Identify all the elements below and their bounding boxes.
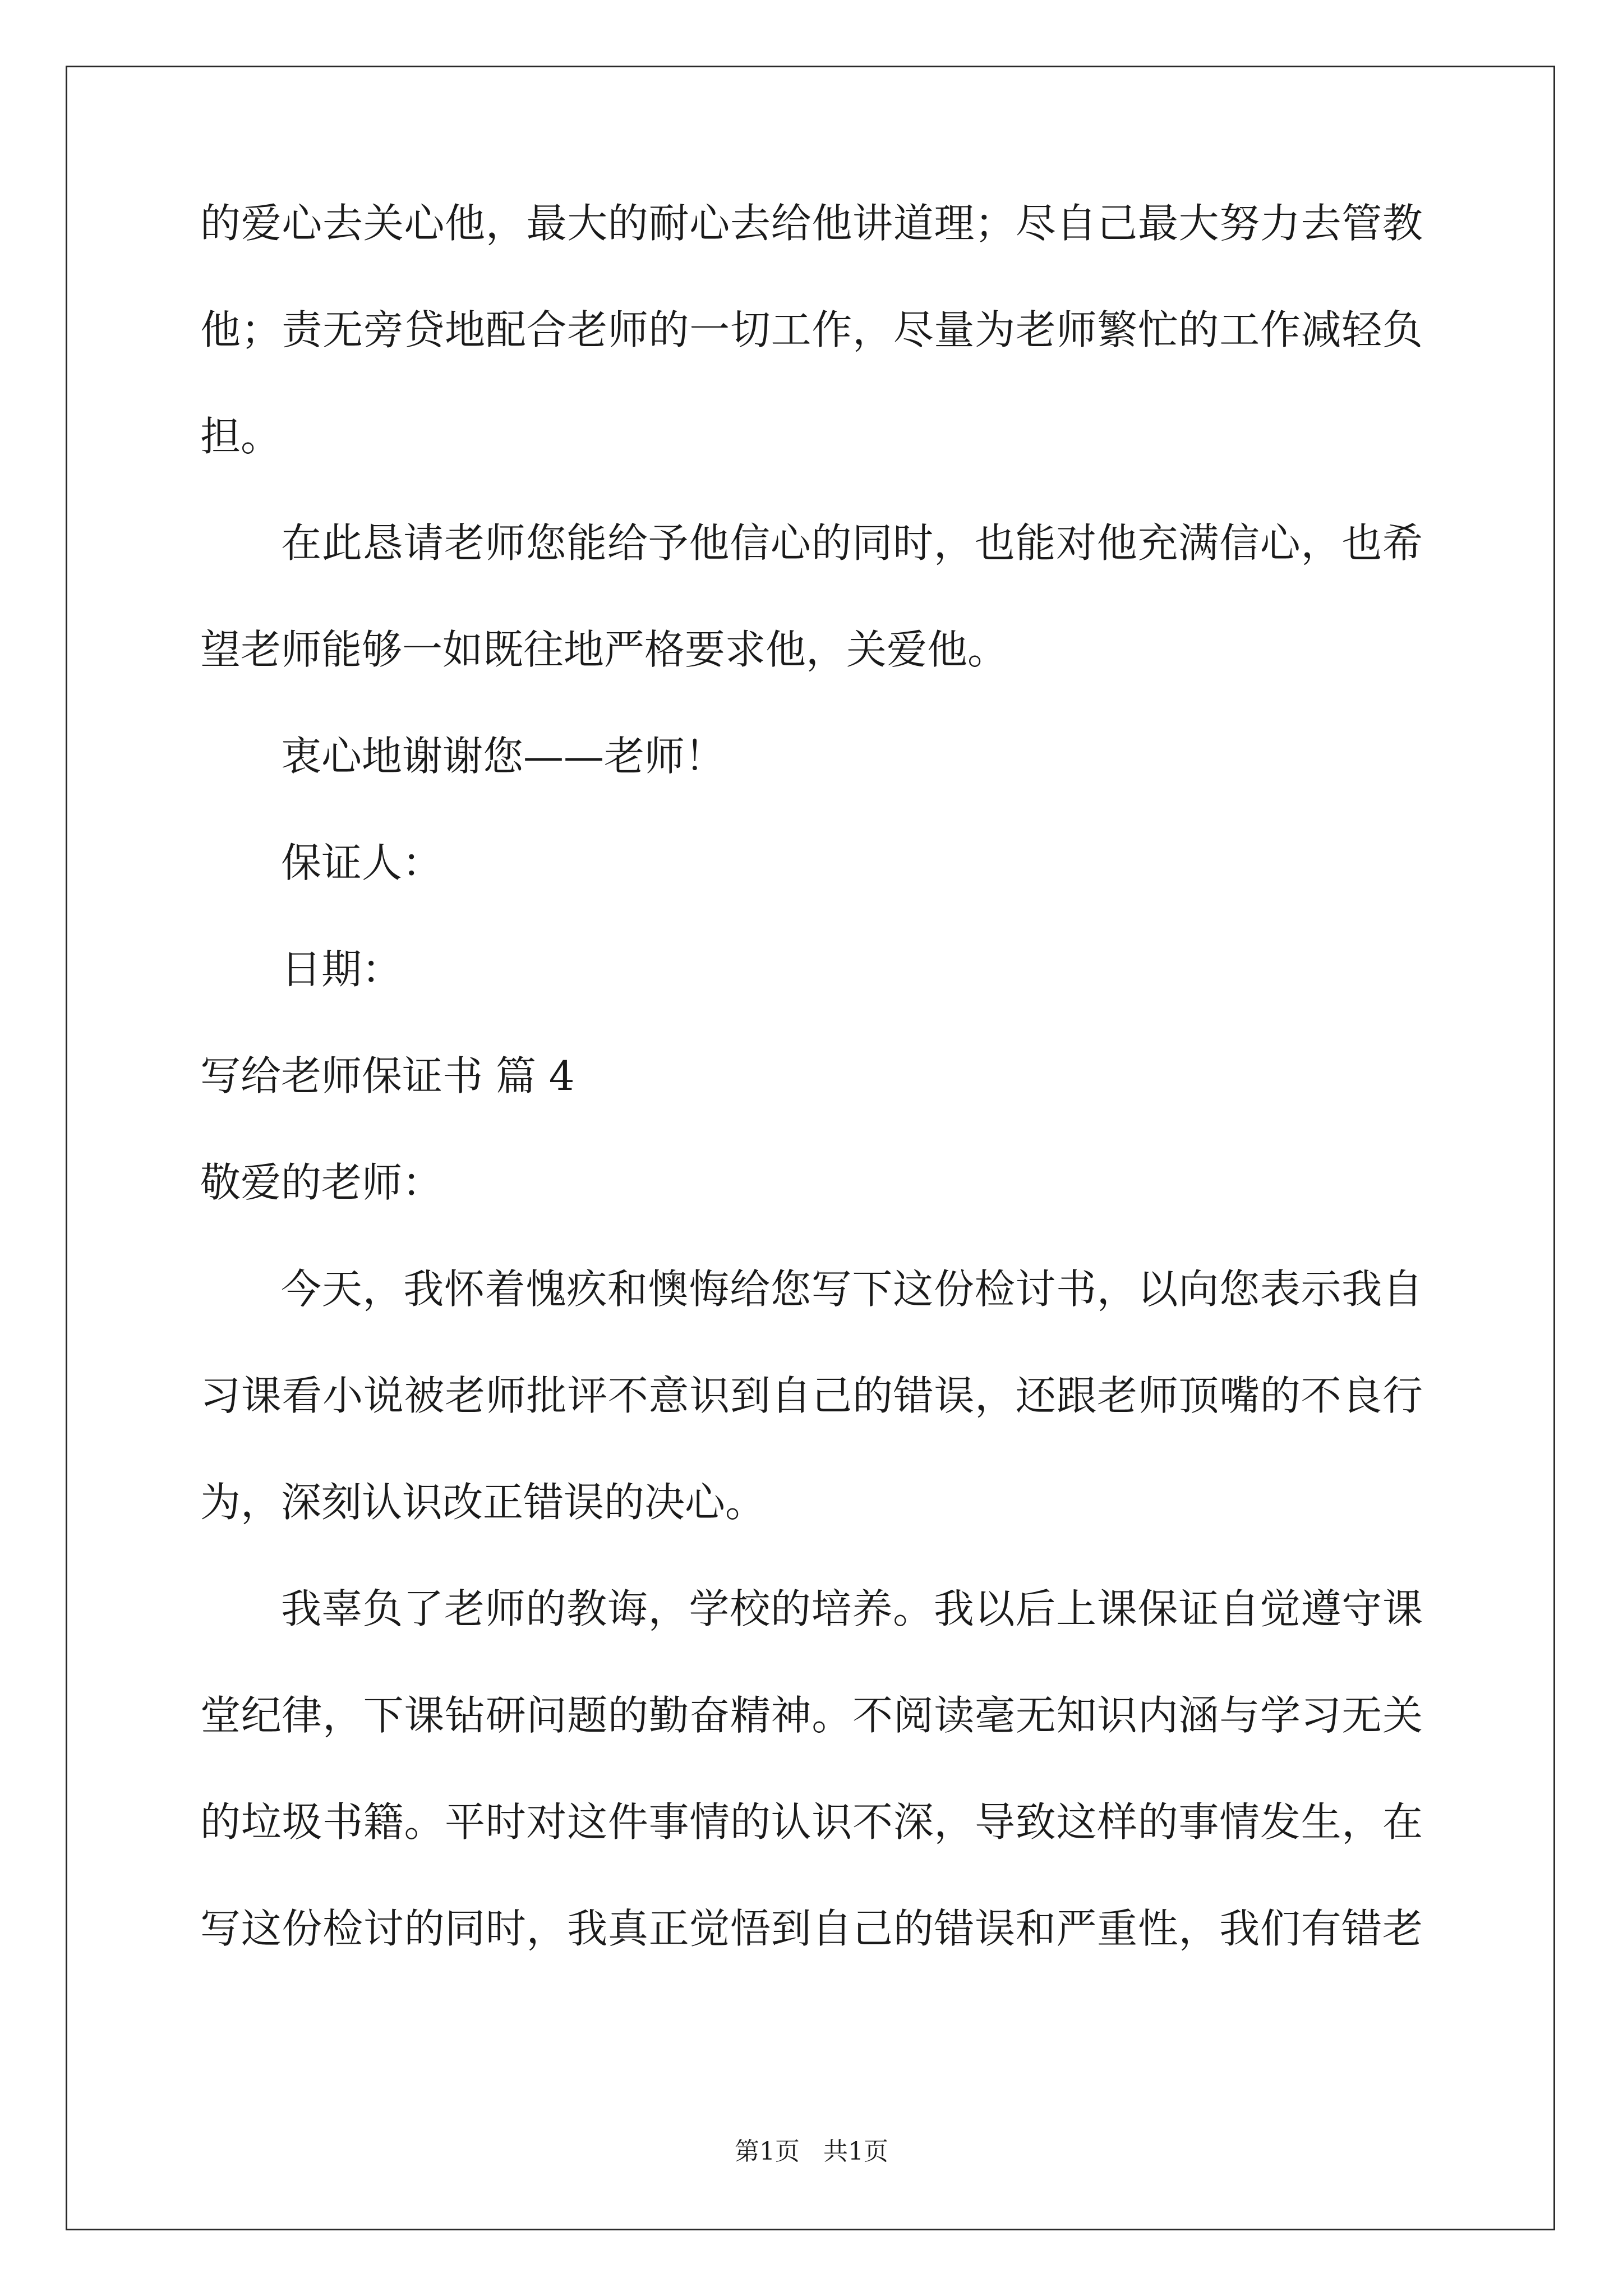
text-line: 为，深刻认识改正错误的决心。 [200, 1479, 766, 1526]
text-line: 习课看小说被老师批评不意识到自己的错误，还跟老师顶嘴的不良行 [200, 1372, 1423, 1419]
text-line: 他；责无旁贷地配合老师的一切工作，尽量为老师繁忙的工作减轻负 [200, 306, 1423, 353]
text-line: 堂纪律，下课钻研问题的勤奋精神。不阅读毫无知识内涵与学习无关 [200, 1692, 1423, 1739]
text-line: 在此恳请老师您能给予他信心的同时，也能对他充满信心，也希 [281, 519, 1423, 567]
text-line: 的爱心去关心他，最大的耐心去给他讲道理；尽自己最大努力去管教 [200, 200, 1423, 247]
text-line: 写这份检讨的同时，我真正觉悟到自己的错误和严重性，我们有错老 [200, 1905, 1423, 1952]
text-line: 望老师能够一如既往地严格要求他，关爱他。 [200, 626, 1008, 673]
text-line: 今天，我怀着愧疚和懊悔给您写下这份检讨书，以向您表示我自 [281, 1266, 1423, 1313]
section-title: 写给老师保证书 篇 4 [200, 1052, 575, 1099]
closing-line: 衷心地谢谢您——老师！ [281, 733, 726, 780]
text-line: 我辜负了老师的教诲，学校的培养。我以后上课保证自觉遵守课 [281, 1585, 1423, 1632]
text-line: 的垃圾书籍。平时对这件事情的认识不深，导致这样的事情发生，在 [200, 1798, 1423, 1846]
date-label: 日期： [281, 946, 403, 993]
salutation: 敬爱的老师： [200, 1159, 443, 1206]
text-line: 担。 [200, 413, 282, 460]
signer-label: 保证人： [281, 839, 443, 886]
page-footer: 第1页 共1页 [735, 2137, 888, 2166]
